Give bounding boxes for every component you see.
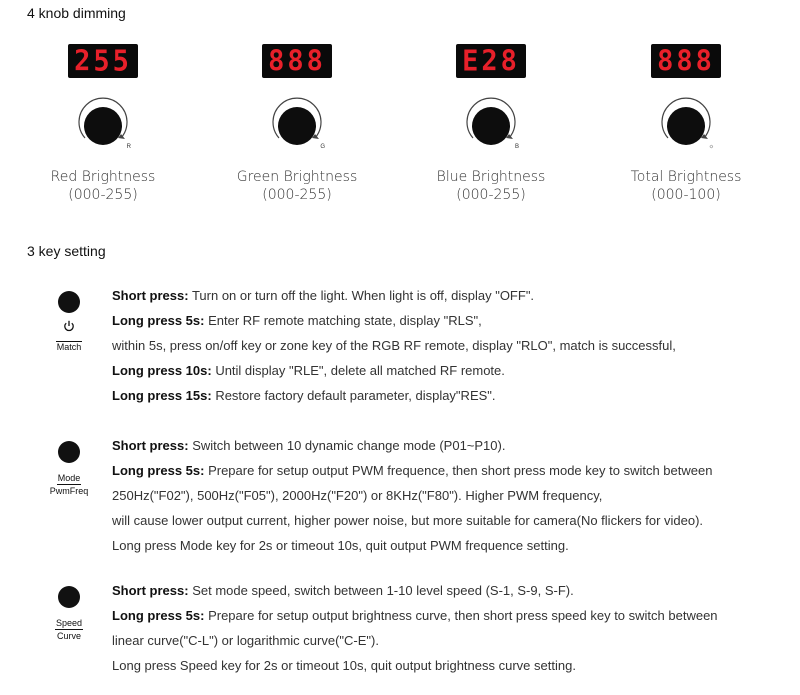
description-line [112, 508, 712, 533]
knob-channel-mark: G [320, 144, 325, 150]
press-action: linear curve("C-L") or logarithmic curve("C-E"). [112, 633, 379, 648]
knob-channel-mark: ☼ [708, 144, 714, 150]
press-action: will cause lower output current, higher power noise, but more suitable for camera(No flickers for video). [112, 513, 704, 528]
key-top-label: Mode [57, 473, 81, 483]
key-button[interactable] [40, 586, 98, 642]
press-type: Long press 5s: [112, 463, 205, 478]
power-icon [40, 319, 98, 337]
press-type: Long press 5s: [112, 313, 205, 328]
knob-label: Green Brightness [236, 169, 358, 185]
description-line [112, 483, 712, 508]
knob-section-title: 4 knob dimming [27, 5, 126, 21]
description-line [112, 578, 718, 603]
key-button[interactable] [40, 441, 98, 497]
key-button[interactable] [40, 291, 98, 355]
key-bottom-label: Match [56, 342, 82, 352]
knob-label: Red Brightness [50, 169, 156, 185]
knob-range: (000-255) [456, 187, 526, 203]
press-action: within 5s, press on/off key or zone key of the RGB RF remote, display "RLO", match is successful, [112, 338, 676, 353]
press-action: Until display "RLE", delete all matched RF remote. [211, 363, 505, 378]
key-top-label: Speed [55, 618, 83, 628]
press-action: 250Hz("F02"), 500Hz("F05"), 2000Hz("F20") or 8KHz("F80"). Higher PWM frequency, [112, 488, 603, 503]
knob-unit [217, 44, 377, 204]
segment-display [262, 44, 332, 78]
press-action: Turn on or turn off the light. When light is off, display "OFF". [188, 288, 535, 303]
knob-range: (000-255) [68, 187, 138, 203]
knob-range: (000-255) [262, 187, 332, 203]
dimming-knob[interactable] [654, 92, 718, 156]
segment-display [68, 44, 138, 78]
description-line [112, 308, 676, 333]
press-type: Long press 15s: [112, 388, 212, 403]
knob-unit [23, 44, 183, 204]
press-action: Restore factory default parameter, display"RES". [211, 388, 496, 403]
description-line [112, 603, 718, 628]
key-description [112, 433, 712, 558]
description-line [112, 533, 712, 558]
description-line [112, 433, 712, 458]
display-value: 255 [74, 44, 132, 78]
press-type: Short press: [112, 288, 189, 303]
knob-range: (000-100) [651, 187, 721, 203]
description-line [112, 653, 718, 678]
description-line [112, 283, 676, 308]
description-line [112, 383, 676, 408]
description-line [112, 358, 676, 383]
key-circle[interactable] [58, 441, 80, 463]
description-line [112, 628, 718, 653]
knob-channel-mark: B [514, 144, 519, 150]
segment-display [456, 44, 526, 78]
press-action: Switch between 10 dynamic change mode (P01~P10). [188, 438, 506, 453]
description-line [112, 333, 676, 358]
knob-unit [411, 44, 571, 204]
knob-label: Blue Brightness [436, 169, 546, 185]
key-bottom-label: Curve [56, 631, 81, 641]
press-action: Set mode speed, switch between 1-10 level speed (S-1, S-9, S-F). [188, 583, 574, 598]
press-action: Prepare for setup output brightness curve, then short press speed key to switch between [204, 608, 718, 623]
press-type: Short press: [112, 438, 189, 453]
display-value: 888 [268, 44, 326, 78]
press-action: Enter RF remote matching state, display "RLS", [204, 313, 482, 328]
press-type: Long press 5s: [112, 608, 205, 623]
key-bottom-label: PwmFreq [49, 486, 89, 496]
knob-channel-mark: R [126, 144, 131, 150]
dimming-knob[interactable] [459, 92, 523, 156]
key-circle[interactable] [58, 291, 80, 313]
press-action: Long press Mode key for 2s or timeout 10s, quit output PWM frequence setting. [112, 538, 569, 553]
press-action: Prepare for setup output PWM frequence, then short press mode key to switch between [204, 463, 713, 478]
press-type: Long press 10s: [112, 363, 212, 378]
key-description [112, 578, 718, 678]
key-circle[interactable] [58, 586, 80, 608]
display-value: 888 [657, 44, 715, 78]
press-type: Short press: [112, 583, 189, 598]
segment-display [651, 44, 721, 78]
knob-unit [606, 44, 766, 204]
display-value: E28 [462, 44, 520, 78]
description-line [112, 458, 712, 483]
press-action: Long press Speed key for 2s or timeout 10s, quit output brightness curve setting. [112, 658, 576, 673]
knob-label: Total Brightness [630, 169, 742, 185]
key-description [112, 283, 676, 408]
dimming-knob[interactable] [71, 92, 135, 156]
dimming-knob[interactable] [265, 92, 329, 156]
key-section-title: 3 key setting [27, 243, 106, 259]
